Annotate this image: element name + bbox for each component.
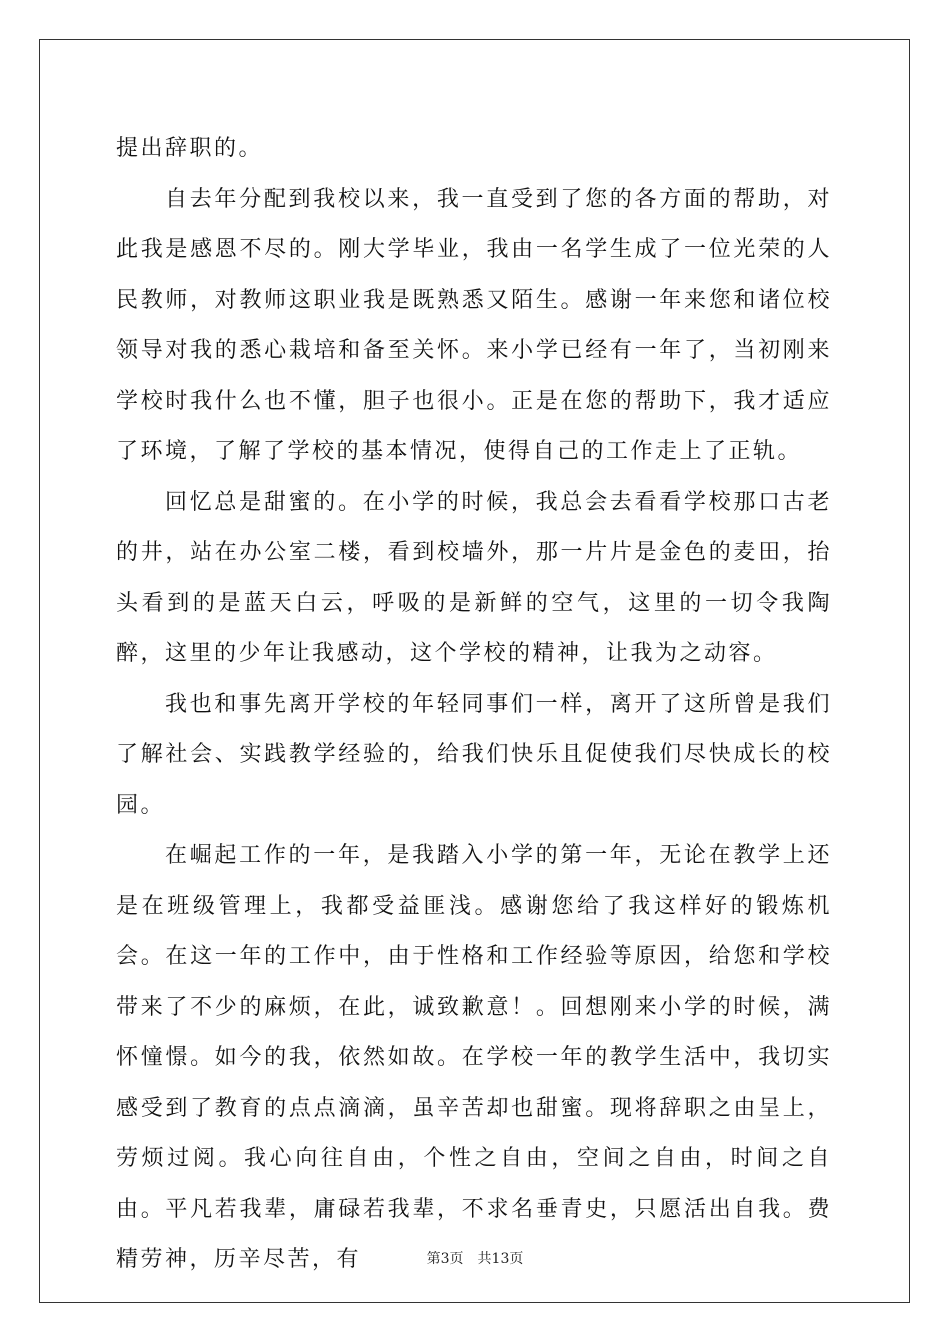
- page-number: 第3页: [426, 1251, 464, 1267]
- page-footer: [0, 1248, 950, 1268]
- paragraph-4: 我也和事先离开学校的年轻同事们一样，离开了这所曾是我们了解社会、实践教学经验的，给我们快乐且促使我们尽快成长的校园。: [116, 691, 832, 818]
- paragraph-1: 提出辞职的。: [116, 136, 264, 161]
- document-body: [116, 124, 832, 1286]
- page-total: 共13页: [477, 1251, 524, 1267]
- paragraph-5: 在崛起工作的一年，是我踏入小学的第一年，无论在教学上还是在班级管理上，我都受益匪浅。感谢您给了我这样好的锻炼机会。在这一年的工作中，由于性格和工作经验等原因，给您和学校带来了不少的麻烦，在此，诚致歉意！。回想刚来小学的时候，满怀憧憬。如今的我，依然如故。在学校一年的教学生活中，我切实感受到了教育的点点滴滴，虽辛苦却也甜蜜。现将辞职之由呈上，劳烦过阅。我心向往自由，个性之自由，空间之自由，时间之自由。平凡若我辈，庸碌若我辈，不求名垂青史，只愿活出自我。费精劳神，历辛尽苦，有: [116, 843, 832, 1272]
- paragraph-3: 回忆总是甜蜜的。在小学的时候，我总会去看看学校那口古老的井，站在办公室二楼，看到校墙外，那一片片是金色的麦田，抬头看到的是蓝天白云，呼吸的是新鲜的空气，这里的一切令我陶醉，这里的少年让我感动，这个学校的精神，让我为之动容。: [116, 489, 832, 666]
- paragraph-2: 自去年分配到我校以来，我一直受到了您的各方面的帮助，对此我是感恩不尽的。刚大学毕业，我由一名学生成了一位光荣的人民教师，对教师这职业我是既熟悉又陌生。感谢一年来您和诸位校领导对我的悉心栽培和备至关怀。来小学已经有一年了，当初刚来学校时我什么也不懂，胆子也很小。正是在您的帮助下，我才适应了环境，了解了学校的基本情况，使得自己的工作走上了正轨。: [116, 186, 832, 464]
